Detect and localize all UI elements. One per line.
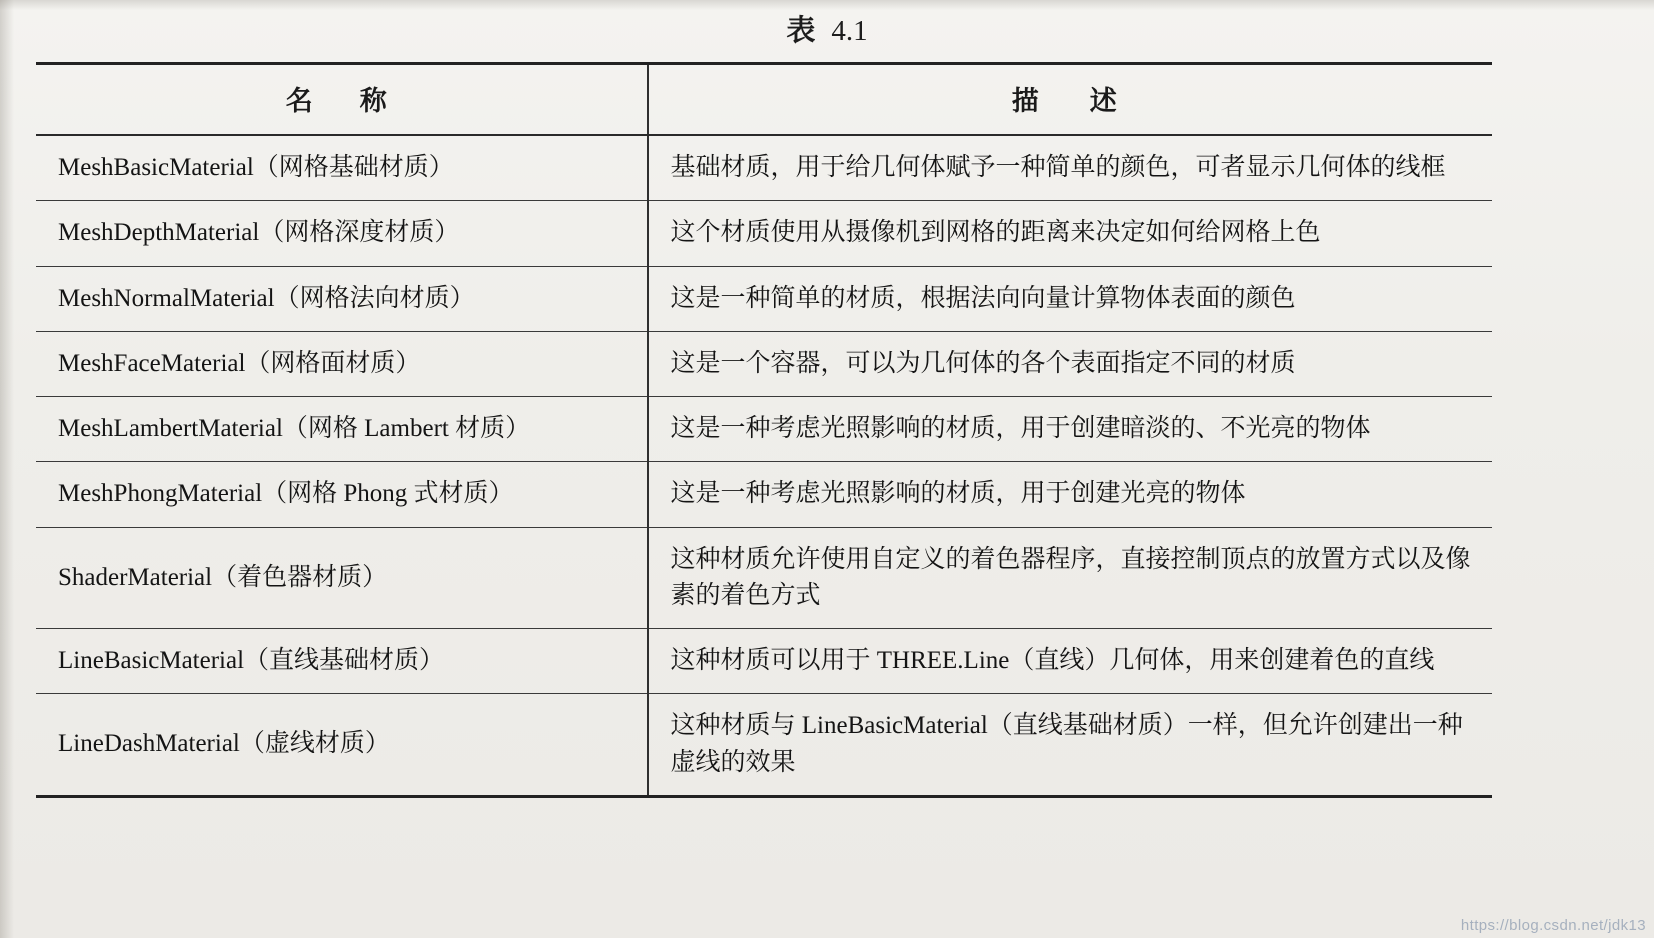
material-name: MeshLambertMaterial（网格 Lambert 材质） [36, 397, 648, 462]
material-description: 这是一种简单的材质，根据法向向量计算物体表面的颜色 [648, 266, 1492, 331]
caption-label: 表 [786, 15, 818, 47]
material-name: LineBasicMaterial（直线基础材质） [36, 629, 648, 694]
table-row [36, 527, 1492, 629]
table-header-row [36, 64, 1492, 136]
material-name: ShaderMaterial（着色器材质） [36, 527, 648, 629]
column-header-name: 名 称 [36, 64, 648, 136]
material-name: MeshDepthMaterial（网格深度材质） [36, 201, 648, 266]
table-row [36, 694, 1492, 797]
materials-table-wrapper [36, 62, 1492, 798]
table-row [36, 201, 1492, 266]
material-description: 这种材质可以用于 THREE.Line（直线）几何体，用来创建着色的直线 [648, 629, 1492, 694]
table-row [36, 629, 1492, 694]
material-description: 这是一个容器，可以为几何体的各个表面指定不同的材质 [648, 331, 1492, 396]
column-header-description: 描 述 [648, 64, 1492, 136]
table-caption [0, 0, 1654, 49]
materials-table [36, 62, 1492, 798]
table-row [36, 397, 1492, 462]
material-name: MeshNormalMaterial（网格法向材质） [36, 266, 648, 331]
material-description: 这个材质使用从摄像机到网格的距离来决定如何给网格上色 [648, 201, 1492, 266]
material-description: 这种材质与 LineBasicMaterial（直线基础材质）一样，但允许创建出一种虚线的效果 [648, 694, 1492, 797]
material-name: MeshBasicMaterial（网格基础材质） [58, 154, 454, 181]
material-name: LineDashMaterial（虚线材质） [36, 694, 648, 797]
material-name: MeshPhongMaterial（网格 Phong 式材质） [36, 462, 648, 527]
table-body [36, 135, 1492, 796]
table-row [36, 462, 1492, 527]
material-name: MeshFaceMaterial（网格面材质） [36, 331, 648, 396]
watermark-text: https://blog.csdn.net/jdk13 [1460, 917, 1646, 934]
material-description: 这种材质允许使用自定义的着色器程序，直接控制顶点的放置方式以及像素的着色方式 [648, 527, 1492, 629]
table-row [36, 135, 1492, 201]
caption-number: 4.1 [831, 15, 868, 47]
page-edge-shadow-left [0, 0, 14, 938]
material-description: 这是一种考虑光照影响的材质，用于创建暗淡的、不光亮的物体 [648, 397, 1492, 462]
material-description: 这是一种考虑光照影响的材质，用于创建光亮的物体 [648, 462, 1492, 527]
table-row [36, 331, 1492, 396]
table-row [36, 266, 1492, 331]
material-description: 基础材质，用于给几何体赋予一种简单的颜色，可者显示几何体的线框 [648, 135, 1492, 201]
